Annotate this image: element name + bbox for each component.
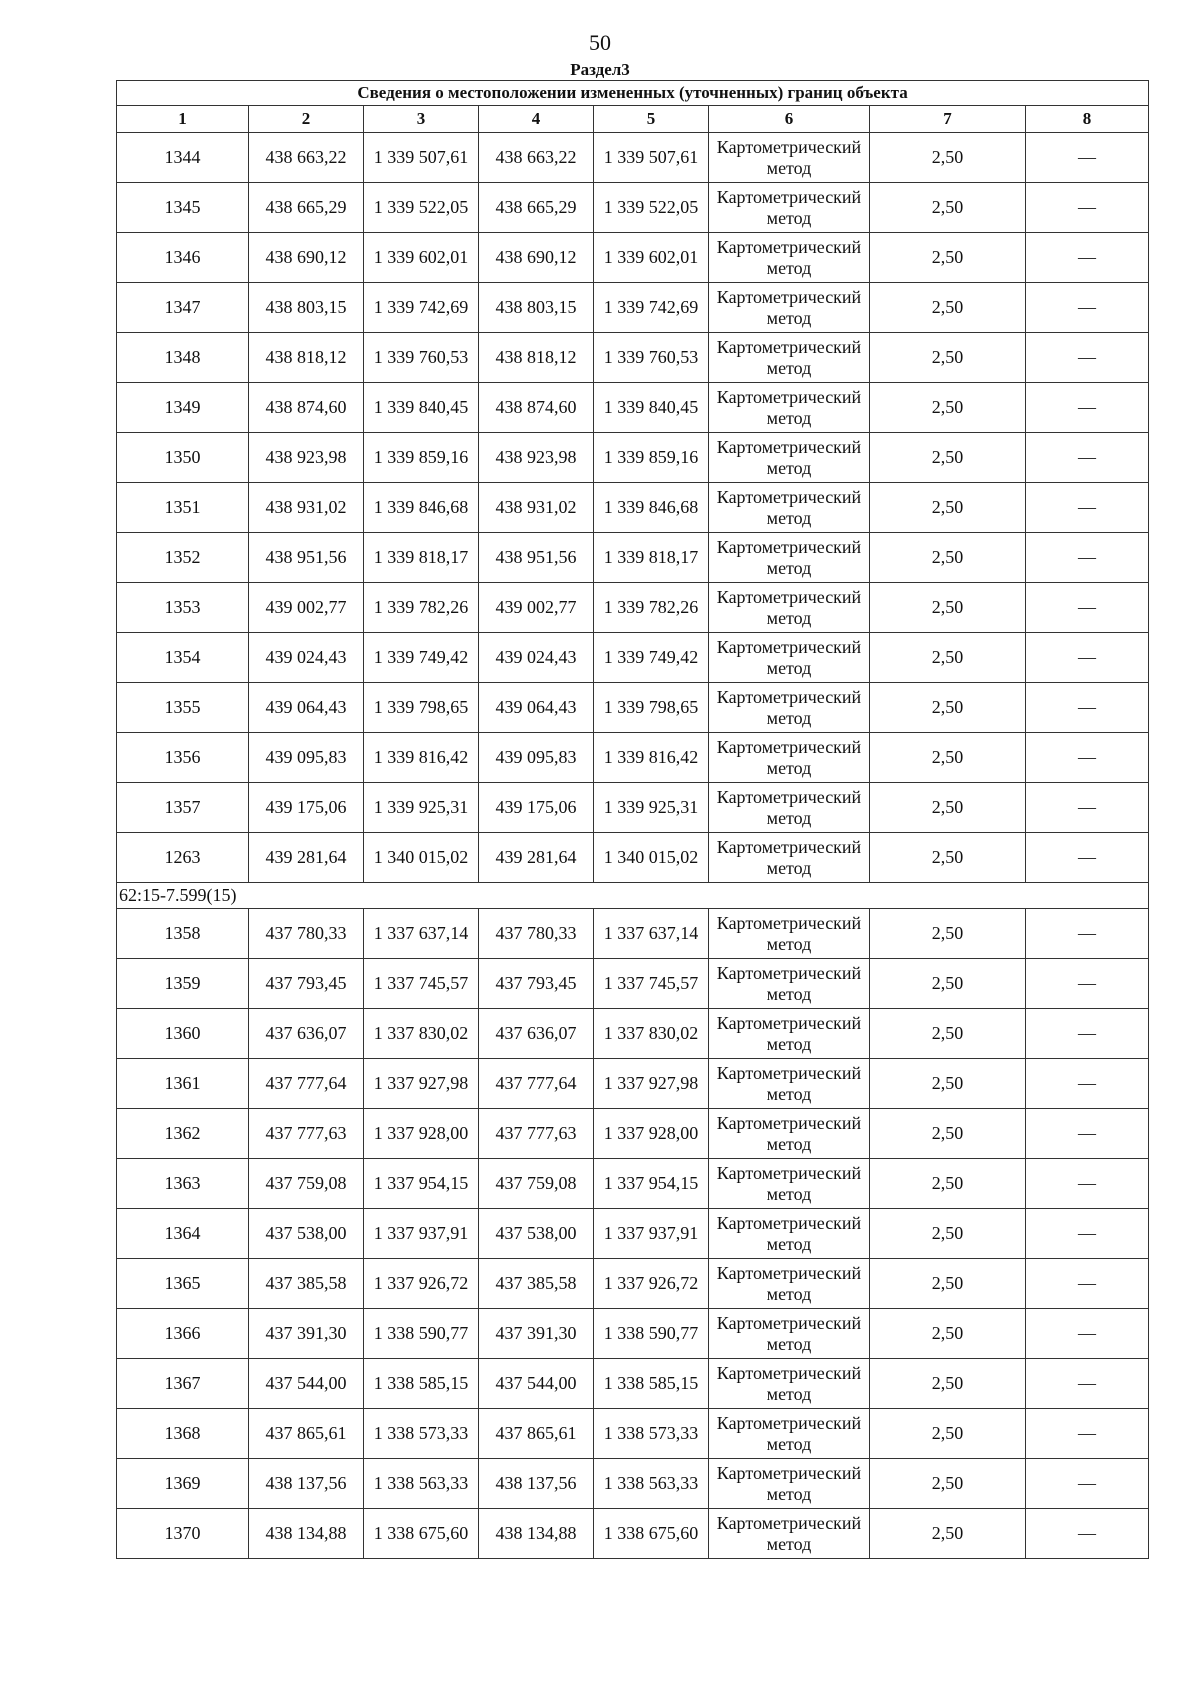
point-number-cell: 1348	[117, 333, 249, 383]
page-number: 50	[589, 30, 611, 55]
x-old-cell: 439 095,83	[249, 733, 364, 783]
point-number-cell: 1368	[117, 1409, 249, 1459]
description-cell: —	[1026, 583, 1149, 633]
method-cell: Картометрический метод	[709, 283, 870, 333]
y-new-cell: 1 339 602,01	[594, 233, 709, 283]
x-old-cell: 438 818,12	[249, 333, 364, 383]
y-old-cell: 1 339 859,16	[364, 433, 479, 483]
column-number: 6	[709, 106, 870, 133]
description-cell: —	[1026, 1159, 1149, 1209]
y-old-cell: 1 337 745,57	[364, 959, 479, 1009]
x-new-cell: 437 391,30	[479, 1309, 594, 1359]
accuracy-cell: 2,50	[870, 1459, 1026, 1509]
table-row	[117, 333, 1149, 383]
accuracy-cell: 2,50	[870, 1059, 1026, 1109]
x-old-cell: 438 874,60	[249, 383, 364, 433]
accuracy-cell: 2,50	[870, 633, 1026, 683]
x-new-cell: 437 385,58	[479, 1259, 594, 1309]
method-cell: Картометрический метод	[709, 533, 870, 583]
x-old-cell: 438 134,88	[249, 1509, 364, 1559]
table-row	[117, 1209, 1149, 1259]
table-row	[117, 383, 1149, 433]
accuracy-cell: 2,50	[870, 683, 1026, 733]
y-old-cell: 1 339 840,45	[364, 383, 479, 433]
point-number-cell: 1344	[117, 133, 249, 183]
y-new-cell: 1 337 937,91	[594, 1209, 709, 1259]
table-body	[117, 133, 1149, 1559]
section-title: Раздел3	[570, 60, 630, 79]
table-row	[117, 733, 1149, 783]
accuracy-cell: 2,50	[870, 833, 1026, 883]
description-cell: —	[1026, 1209, 1149, 1259]
accuracy-cell: 2,50	[870, 783, 1026, 833]
y-old-cell: 1 337 830,02	[364, 1009, 479, 1059]
method-cell: Картометрический метод	[709, 683, 870, 733]
x-old-cell: 438 923,98	[249, 433, 364, 483]
x-new-cell: 437 636,07	[479, 1009, 594, 1059]
accuracy-cell: 2,50	[870, 133, 1026, 183]
x-old-cell: 438 931,02	[249, 483, 364, 533]
method-cell: Картометрический метод	[709, 909, 870, 959]
coordinates-table	[116, 80, 1149, 1559]
column-number: 7	[870, 106, 1026, 133]
y-new-cell: 1 337 926,72	[594, 1259, 709, 1309]
point-number-cell: 1354	[117, 633, 249, 683]
accuracy-cell: 2,50	[870, 483, 1026, 533]
description-cell: —	[1026, 1459, 1149, 1509]
x-new-cell: 437 780,33	[479, 909, 594, 959]
description-cell: —	[1026, 959, 1149, 1009]
x-old-cell: 439 175,06	[249, 783, 364, 833]
point-number-cell: 1363	[117, 1159, 249, 1209]
x-new-cell: 438 690,12	[479, 233, 594, 283]
method-cell: Картометрический метод	[709, 1359, 870, 1409]
x-new-cell: 438 134,88	[479, 1509, 594, 1559]
method-cell: Картометрический метод	[709, 1159, 870, 1209]
table-row	[117, 959, 1149, 1009]
point-number-cell: 1347	[117, 283, 249, 333]
column-number: 2	[249, 106, 364, 133]
point-number-cell: 1360	[117, 1009, 249, 1059]
table-row	[117, 283, 1149, 333]
y-new-cell: 1 339 742,69	[594, 283, 709, 333]
table-row	[117, 1309, 1149, 1359]
point-number-cell: 1364	[117, 1209, 249, 1259]
x-new-cell: 438 665,29	[479, 183, 594, 233]
method-cell: Картометрический метод	[709, 1209, 870, 1259]
point-number-cell: 1349	[117, 383, 249, 433]
y-new-cell: 1 339 846,68	[594, 483, 709, 533]
table-row	[117, 483, 1149, 533]
x-old-cell: 437 777,64	[249, 1059, 364, 1109]
description-cell: —	[1026, 633, 1149, 683]
x-old-cell: 437 759,08	[249, 1159, 364, 1209]
x-old-cell: 437 777,63	[249, 1109, 364, 1159]
y-old-cell: 1 339 846,68	[364, 483, 479, 533]
y-old-cell: 1 337 937,91	[364, 1209, 479, 1259]
accuracy-cell: 2,50	[870, 1259, 1026, 1309]
column-number: 3	[364, 106, 479, 133]
method-cell: Картометрический метод	[709, 183, 870, 233]
accuracy-cell: 2,50	[870, 1159, 1026, 1209]
point-number-cell: 1350	[117, 433, 249, 483]
method-cell: Картометрический метод	[709, 1509, 870, 1559]
x-new-cell: 437 777,64	[479, 1059, 594, 1109]
method-cell: Картометрический метод	[709, 959, 870, 1009]
method-cell: Картометрический метод	[709, 433, 870, 483]
x-old-cell: 439 024,43	[249, 633, 364, 683]
y-old-cell: 1 337 927,98	[364, 1059, 479, 1109]
method-cell: Картометрический метод	[709, 1259, 870, 1309]
y-new-cell: 1 339 840,45	[594, 383, 709, 433]
description-cell: —	[1026, 133, 1149, 183]
x-old-cell: 438 690,12	[249, 233, 364, 283]
table-row	[117, 1009, 1149, 1059]
x-old-cell: 437 385,58	[249, 1259, 364, 1309]
x-old-cell: 438 137,56	[249, 1459, 364, 1509]
description-cell: —	[1026, 233, 1149, 283]
accuracy-cell: 2,50	[870, 733, 1026, 783]
y-old-cell: 1 339 742,69	[364, 283, 479, 333]
method-cell: Картометрический метод	[709, 1459, 870, 1509]
x-old-cell: 439 064,43	[249, 683, 364, 733]
description-cell: —	[1026, 483, 1149, 533]
y-new-cell: 1 339 760,53	[594, 333, 709, 383]
x-old-cell: 438 803,15	[249, 283, 364, 333]
method-cell: Картометрический метод	[709, 1109, 870, 1159]
y-old-cell: 1 337 637,14	[364, 909, 479, 959]
point-number-cell: 1352	[117, 533, 249, 583]
x-new-cell: 437 538,00	[479, 1209, 594, 1259]
accuracy-cell: 2,50	[870, 183, 1026, 233]
y-new-cell: 1 337 637,14	[594, 909, 709, 959]
y-new-cell: 1 337 745,57	[594, 959, 709, 1009]
point-number-cell: 1346	[117, 233, 249, 283]
point-number-cell: 1362	[117, 1109, 249, 1159]
y-old-cell: 1 339 522,05	[364, 183, 479, 233]
description-cell: —	[1026, 1059, 1149, 1109]
y-new-cell: 1 338 573,33	[594, 1409, 709, 1459]
y-new-cell: 1 339 507,61	[594, 133, 709, 183]
point-number-cell: 1353	[117, 583, 249, 633]
y-new-cell: 1 339 749,42	[594, 633, 709, 683]
description-cell: —	[1026, 1009, 1149, 1059]
point-number-cell: 1365	[117, 1259, 249, 1309]
point-number-cell: 1367	[117, 1359, 249, 1409]
point-number-cell: 1357	[117, 783, 249, 833]
y-old-cell: 1 339 925,31	[364, 783, 479, 833]
x-new-cell: 438 803,15	[479, 283, 594, 333]
group-label: 62:15-7.599(15)	[117, 883, 1149, 909]
accuracy-cell: 2,50	[870, 959, 1026, 1009]
column-number: 1	[117, 106, 249, 133]
point-number-cell: 1358	[117, 909, 249, 959]
description-cell: —	[1026, 1509, 1149, 1559]
y-old-cell: 1 337 928,00	[364, 1109, 479, 1159]
method-cell: Картометрический метод	[709, 833, 870, 883]
description-cell: —	[1026, 1409, 1149, 1459]
column-number: 4	[479, 106, 594, 133]
description-cell: —	[1026, 433, 1149, 483]
accuracy-cell: 2,50	[870, 1509, 1026, 1559]
description-cell: —	[1026, 833, 1149, 883]
table-row	[117, 183, 1149, 233]
x-new-cell: 437 544,00	[479, 1359, 594, 1409]
method-cell: Картометрический метод	[709, 383, 870, 433]
point-number-cell: 1361	[117, 1059, 249, 1109]
y-old-cell: 1 338 573,33	[364, 1409, 479, 1459]
method-cell: Картометрический метод	[709, 733, 870, 783]
method-cell: Картометрический метод	[709, 333, 870, 383]
x-new-cell: 437 759,08	[479, 1159, 594, 1209]
description-cell: —	[1026, 909, 1149, 959]
point-number-cell: 1351	[117, 483, 249, 533]
x-old-cell: 438 663,22	[249, 133, 364, 183]
x-old-cell: 437 636,07	[249, 1009, 364, 1059]
point-number-cell: 1370	[117, 1509, 249, 1559]
table-row	[117, 1159, 1149, 1209]
point-number-cell: 1355	[117, 683, 249, 733]
y-old-cell: 1 339 816,42	[364, 733, 479, 783]
x-new-cell: 438 137,56	[479, 1459, 594, 1509]
y-old-cell: 1 339 602,01	[364, 233, 479, 283]
y-old-cell: 1 338 590,77	[364, 1309, 479, 1359]
x-old-cell: 437 391,30	[249, 1309, 364, 1359]
method-cell: Картометрический метод	[709, 483, 870, 533]
y-old-cell: 1 339 749,42	[364, 633, 479, 683]
method-cell: Картометрический метод	[709, 1009, 870, 1059]
accuracy-cell: 2,50	[870, 1409, 1026, 1459]
y-new-cell: 1 338 563,33	[594, 1459, 709, 1509]
x-old-cell: 438 951,56	[249, 533, 364, 583]
accuracy-cell: 2,50	[870, 1209, 1026, 1259]
accuracy-cell: 2,50	[870, 333, 1026, 383]
group-header-row	[117, 883, 1149, 909]
table-row	[117, 833, 1149, 883]
accuracy-cell: 2,50	[870, 583, 1026, 633]
description-cell: —	[1026, 383, 1149, 433]
table-row	[117, 233, 1149, 283]
x-new-cell: 437 793,45	[479, 959, 594, 1009]
point-number-cell: 1359	[117, 959, 249, 1009]
description-cell: —	[1026, 733, 1149, 783]
method-cell: Картометрический метод	[709, 583, 870, 633]
x-new-cell: 438 931,02	[479, 483, 594, 533]
description-cell: —	[1026, 1259, 1149, 1309]
table-title: Сведения о местоположении измененных (уточненных) границ объекта	[117, 81, 1149, 106]
description-cell: —	[1026, 683, 1149, 733]
x-new-cell: 438 923,98	[479, 433, 594, 483]
x-new-cell: 439 024,43	[479, 633, 594, 683]
y-old-cell: 1 340 015,02	[364, 833, 479, 883]
x-new-cell: 439 002,77	[479, 583, 594, 633]
y-old-cell: 1 337 954,15	[364, 1159, 479, 1209]
accuracy-cell: 2,50	[870, 283, 1026, 333]
table-row	[117, 783, 1149, 833]
table-row	[117, 633, 1149, 683]
table-row	[117, 909, 1149, 959]
x-new-cell: 439 281,64	[479, 833, 594, 883]
x-new-cell: 437 865,61	[479, 1409, 594, 1459]
x-old-cell: 437 544,00	[249, 1359, 364, 1409]
x-old-cell: 437 865,61	[249, 1409, 364, 1459]
y-old-cell: 1 339 760,53	[364, 333, 479, 383]
point-number-cell: 1345	[117, 183, 249, 233]
description-cell: —	[1026, 333, 1149, 383]
table-row	[117, 1359, 1149, 1409]
table-row	[117, 1409, 1149, 1459]
table-row	[117, 1509, 1149, 1559]
y-new-cell: 1 337 830,02	[594, 1009, 709, 1059]
y-new-cell: 1 339 859,16	[594, 433, 709, 483]
method-cell: Картометрический метод	[709, 133, 870, 183]
x-old-cell: 437 793,45	[249, 959, 364, 1009]
x-old-cell: 437 780,33	[249, 909, 364, 959]
y-old-cell: 1 339 507,61	[364, 133, 479, 183]
x-new-cell: 438 818,12	[479, 333, 594, 383]
method-cell: Картометрический метод	[709, 1059, 870, 1109]
x-new-cell: 439 175,06	[479, 783, 594, 833]
table-row	[117, 533, 1149, 583]
y-new-cell: 1 337 928,00	[594, 1109, 709, 1159]
accuracy-cell: 2,50	[870, 1009, 1026, 1059]
y-new-cell: 1 339 925,31	[594, 783, 709, 833]
x-old-cell: 439 281,64	[249, 833, 364, 883]
point-number-cell: 1369	[117, 1459, 249, 1509]
accuracy-cell: 2,50	[870, 909, 1026, 959]
table-row	[117, 583, 1149, 633]
x-old-cell: 439 002,77	[249, 583, 364, 633]
y-old-cell: 1 339 818,17	[364, 533, 479, 583]
y-new-cell: 1 339 818,17	[594, 533, 709, 583]
accuracy-cell: 2,50	[870, 433, 1026, 483]
y-new-cell: 1 337 954,15	[594, 1159, 709, 1209]
table-row	[117, 683, 1149, 733]
y-new-cell: 1 338 675,60	[594, 1509, 709, 1559]
table-row	[117, 1259, 1149, 1309]
accuracy-cell: 2,50	[870, 233, 1026, 283]
y-old-cell: 1 338 675,60	[364, 1509, 479, 1559]
method-cell: Картометрический метод	[709, 1409, 870, 1459]
description-cell: —	[1026, 183, 1149, 233]
y-old-cell: 1 337 926,72	[364, 1259, 479, 1309]
accuracy-cell: 2,50	[870, 1109, 1026, 1159]
accuracy-cell: 2,50	[870, 1309, 1026, 1359]
method-cell: Картометрический метод	[709, 1309, 870, 1359]
point-number-cell: 1263	[117, 833, 249, 883]
method-cell: Картометрический метод	[709, 633, 870, 683]
description-cell: —	[1026, 533, 1149, 583]
x-new-cell: 438 951,56	[479, 533, 594, 583]
x-new-cell: 438 663,22	[479, 133, 594, 183]
description-cell: —	[1026, 283, 1149, 333]
y-new-cell: 1 338 590,77	[594, 1309, 709, 1359]
x-new-cell: 438 874,60	[479, 383, 594, 433]
x-new-cell: 437 777,63	[479, 1109, 594, 1159]
description-cell: —	[1026, 1359, 1149, 1409]
table-row	[117, 1059, 1149, 1109]
accuracy-cell: 2,50	[870, 1359, 1026, 1409]
y-new-cell: 1 339 522,05	[594, 183, 709, 233]
column-number: 5	[594, 106, 709, 133]
accuracy-cell: 2,50	[870, 533, 1026, 583]
y-new-cell: 1 339 798,65	[594, 683, 709, 733]
y-new-cell: 1 339 816,42	[594, 733, 709, 783]
table-row	[117, 133, 1149, 183]
description-cell: —	[1026, 783, 1149, 833]
x-new-cell: 439 095,83	[479, 733, 594, 783]
method-cell: Картометрический метод	[709, 783, 870, 833]
y-old-cell: 1 339 782,26	[364, 583, 479, 633]
y-new-cell: 1 340 015,02	[594, 833, 709, 883]
table-row	[117, 433, 1149, 483]
point-number-cell: 1366	[117, 1309, 249, 1359]
y-old-cell: 1 338 563,33	[364, 1459, 479, 1509]
column-number: 8	[1026, 106, 1149, 133]
x-new-cell: 439 064,43	[479, 683, 594, 733]
y-old-cell: 1 339 798,65	[364, 683, 479, 733]
y-new-cell: 1 339 782,26	[594, 583, 709, 633]
table-row	[117, 1109, 1149, 1159]
y-old-cell: 1 338 585,15	[364, 1359, 479, 1409]
y-new-cell: 1 337 927,98	[594, 1059, 709, 1109]
method-cell: Картометрический метод	[709, 233, 870, 283]
point-number-cell: 1356	[117, 733, 249, 783]
accuracy-cell: 2,50	[870, 383, 1026, 433]
description-cell: —	[1026, 1309, 1149, 1359]
x-old-cell: 437 538,00	[249, 1209, 364, 1259]
y-new-cell: 1 338 585,15	[594, 1359, 709, 1409]
description-cell: —	[1026, 1109, 1149, 1159]
table-row	[117, 1459, 1149, 1509]
x-old-cell: 438 665,29	[249, 183, 364, 233]
